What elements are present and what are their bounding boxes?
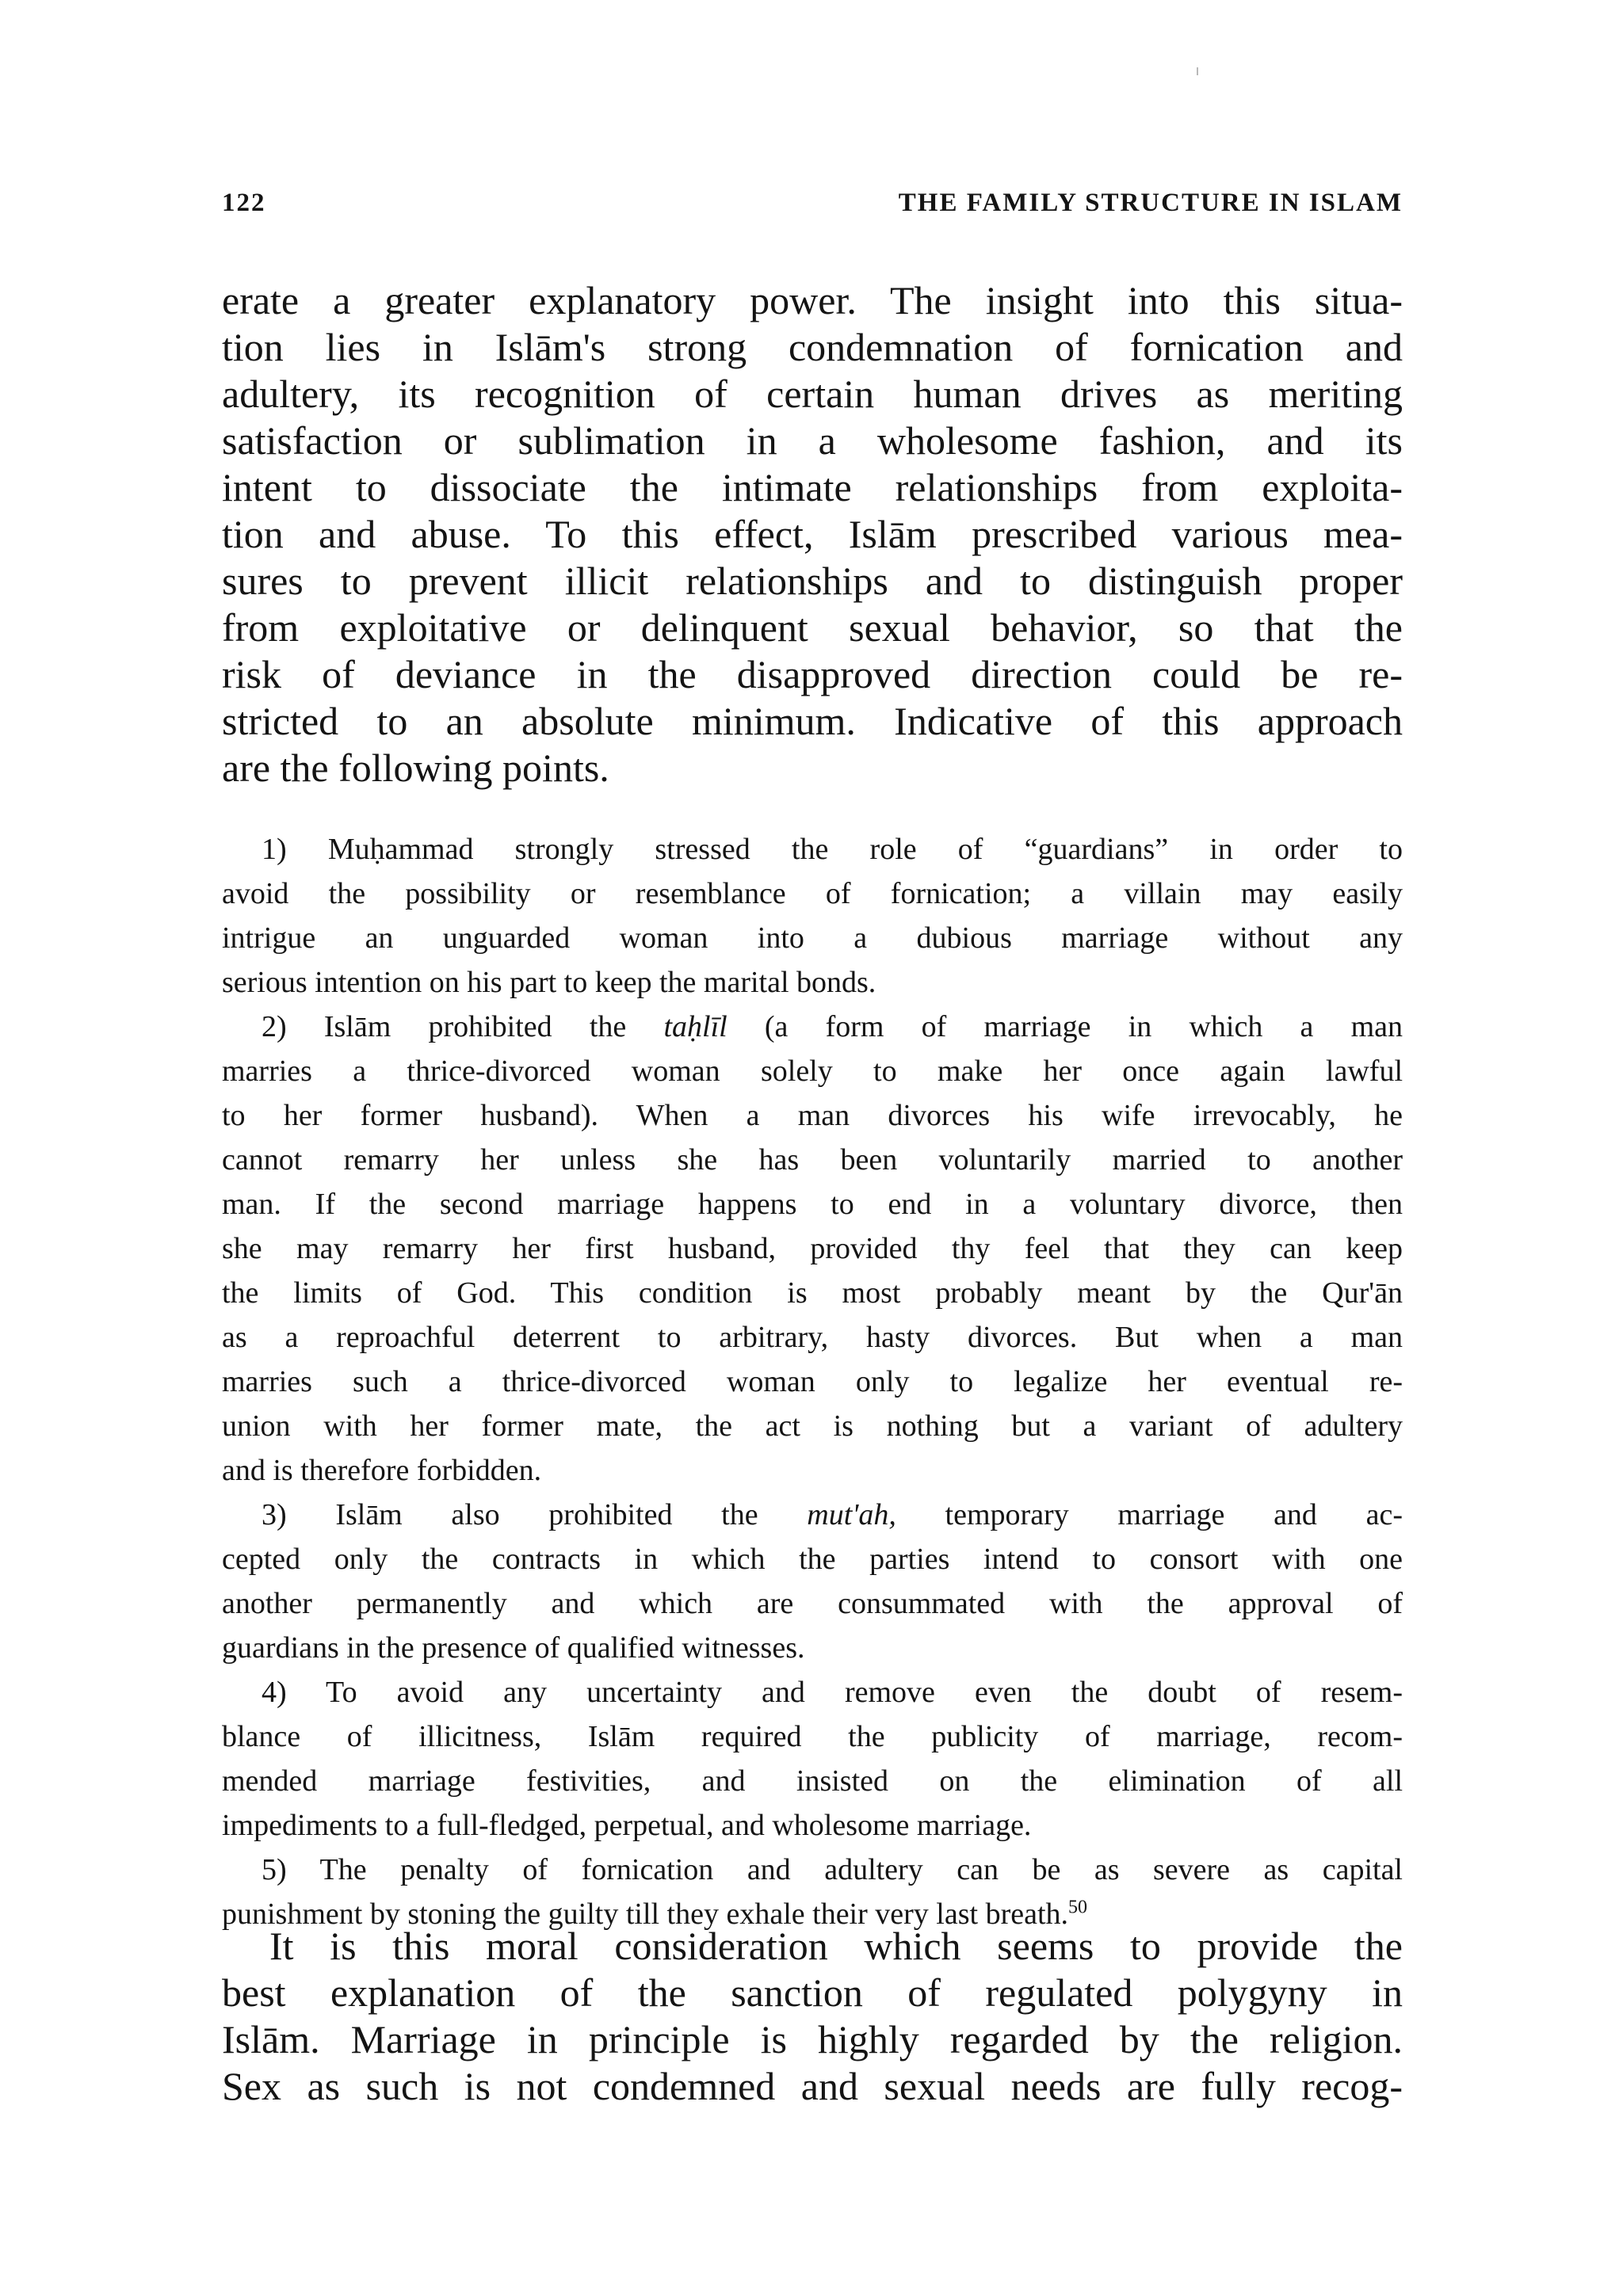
page-number: 122 [222, 189, 266, 217]
text-line: Sex as such is not condemned and sexual needs are fully recog- [222, 2064, 1403, 2108]
text-line: best explanation of the sanction of regulated polygyny in [222, 1970, 1403, 2015]
text-line: the limits of God. This condition is most probably meant by the Qur'ān [222, 1276, 1403, 1310]
text-line: intent to dissociate the intimate relationships from exploita- [222, 465, 1403, 509]
text-line: risk of deviance in the disapproved direction could be re- [222, 652, 1403, 696]
text-segment: temporary marriage and ac- [896, 1498, 1403, 1531]
scan-mark [1197, 67, 1198, 75]
text-line: It is this moral consideration which seems to provide the [269, 1924, 1403, 1968]
text-line: as a reproachful deterrent to arbitrary, hasty divorces. But when a man [222, 1321, 1403, 1354]
text-line: from exploitative or delinquent sexual behavior, so that the [222, 605, 1403, 650]
text-line: and is therefore forbidden. [222, 1454, 542, 1487]
text-line: man. If the second marriage happens to end in a voluntary divorce, then [222, 1188, 1403, 1221]
text-segment: punishment by stoning the guilty till they exhale their very last breath. [222, 1897, 1069, 1931]
text-line: avoid the possibility or resemblance of fornication; a villain may easily [222, 877, 1403, 910]
text-line: cepted only the contracts in which the parties intend to consort with one [222, 1543, 1403, 1576]
text-line: sures to prevent illicit relationships and to distinguish proper [222, 559, 1403, 603]
text-segment: (a form of marriage in which a man [727, 1010, 1403, 1043]
text-line: tion and abuse. To this effect, Islām prescribed various mea- [222, 512, 1403, 556]
text-line: cannot remarry her unless she has been voluntarily married to another [222, 1143, 1403, 1177]
numbered-points [222, 827, 1403, 1936]
term-tahlil: taḥlīl [663, 1010, 727, 1043]
text-line: mended marriage festivities, and insisted on the elimination of all [222, 1764, 1403, 1798]
text-line: she may remarry her first husband, provided thy feel that they can keep [222, 1232, 1403, 1265]
book-page [222, 0, 1403, 2296]
text-line: stricted to an absolute minimum. Indicative of this approach [222, 699, 1403, 743]
text-line: are the following points. [222, 746, 609, 790]
text-line [222, 1005, 1403, 1049]
text-line: 1) Muḥammad strongly stressed the role of “guardians” in order to [262, 833, 1403, 866]
main-paragraph [222, 277, 1403, 791]
text-line: satisfaction or sublimation in a wholesome fashion, and its [222, 418, 1403, 463]
text-line: another permanently and which are consummated with the approval of [222, 1587, 1403, 1620]
point-2 [222, 1005, 1403, 1493]
text-line: blance of illicitness, Islām required the publicity of marriage, recom- [222, 1720, 1403, 1753]
text-line: guardians in the presence of qualified witnesses. [222, 1631, 805, 1665]
text-line: to her former husband). When a man divorces his wife irrevocably, he [222, 1099, 1403, 1132]
text-segment: 3) Islām also prohibited the [262, 1498, 808, 1531]
point-1 [222, 827, 1403, 1005]
text-line: union with her former mate, the act is nothing but a variant of adultery [222, 1409, 1403, 1443]
text-line: Islām. Marriage in principle is highly regarded by the religion. [222, 2017, 1403, 2061]
footnote-reference: 50 [1068, 1897, 1088, 1918]
term-mutah: mut'ah, [807, 1498, 896, 1531]
text-line: adultery, its recognition of certain human drives as meriting [222, 372, 1403, 416]
text-line [222, 1493, 1403, 1537]
text-line: marries such a thrice-divorced woman only to legalize her eventual re- [222, 1365, 1403, 1398]
text-line: marries a thrice-divorced woman solely to make her once again lawful [222, 1055, 1403, 1088]
text-line: serious intention on his part to keep the marital bonds. [222, 966, 876, 999]
text-line: 4) To avoid any uncertainty and remove even the doubt of resem- [262, 1676, 1403, 1709]
point-4 [222, 1670, 1403, 1848]
running-title: THE FAMILY STRUCTURE IN ISLAM [898, 189, 1403, 217]
text-line: 5) The penalty of fornication and adultery can be as severe as capital [262, 1853, 1403, 1886]
text-line: tion lies in Islām's strong condemnation of fornication and [222, 325, 1403, 369]
point-3 [222, 1493, 1403, 1670]
text-line: intrigue an unguarded woman into a dubious marriage without any [222, 921, 1403, 955]
text-line: impediments to a full-fledged, perpetual, and wholesome marriage. [222, 1809, 1032, 1842]
text-line: erate a greater explanatory power. The insight into this situa- [222, 278, 1403, 322]
text-segment: 2) Islām prohibited the [262, 1010, 664, 1043]
closing-paragraph [222, 1923, 1403, 2110]
running-head [222, 189, 1403, 223]
